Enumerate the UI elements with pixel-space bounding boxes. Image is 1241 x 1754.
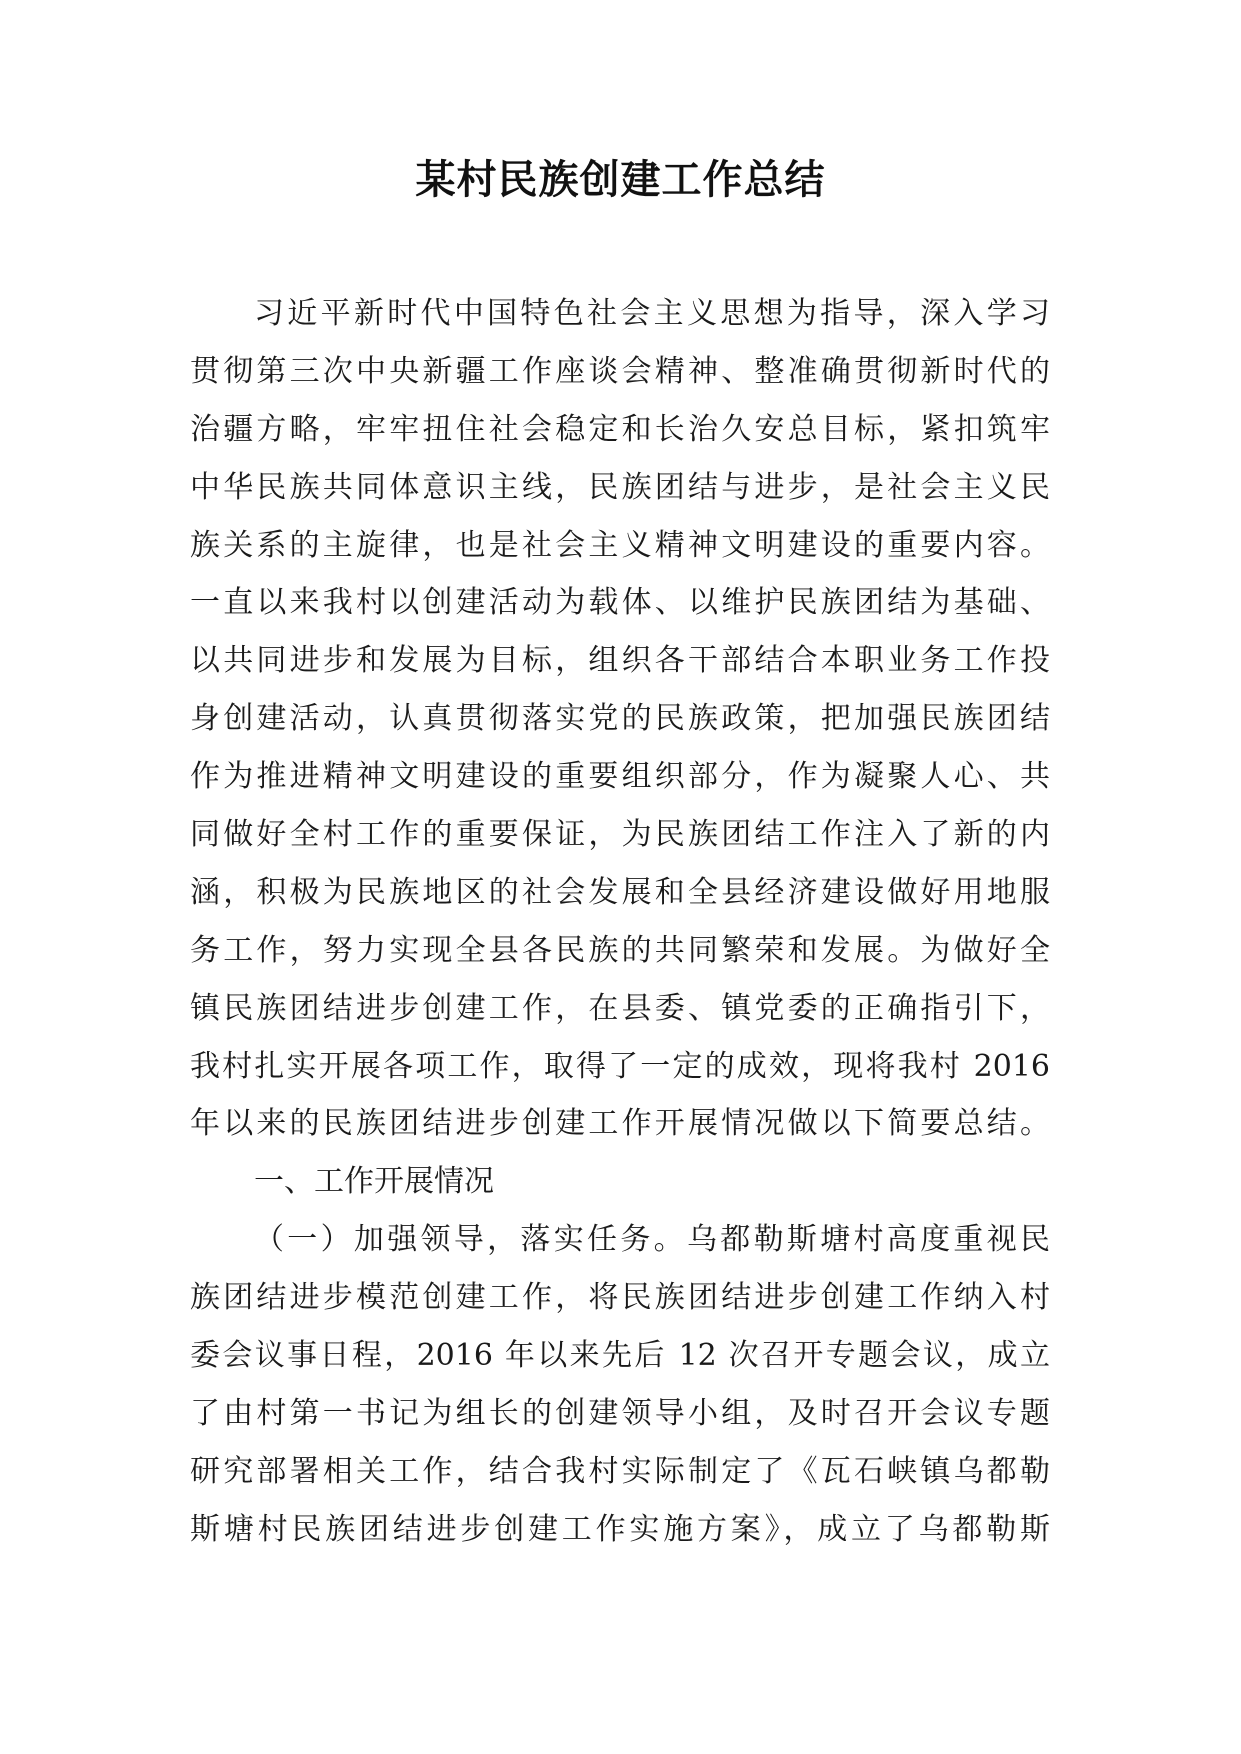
paragraph-line: 族关系的主旋律，也是社会主义精神文明建设的重要内容。 [190, 527, 1050, 563]
paragraph-line: 年以来的民族团结进步创建工作开展情况做以下简要总结。 [190, 1106, 1050, 1142]
document-body [190, 285, 1050, 1559]
paragraph-line: 中华民族共同体意识主线，民族团结与进步，是社会主义民 [190, 469, 1050, 505]
section-heading: 一、工作开展情况 [254, 1164, 494, 1200]
paragraph-line: 贯彻第三次中央新疆工作座谈会精神、整准确贯彻新时代的 [190, 353, 1050, 389]
paragraph-line: 治疆方略，牢牢扭住社会稳定和长治久安总目标，紧扣筑牢 [190, 411, 1050, 447]
paragraph-line: 作为推进精神文明建设的重要组织部分，作为凝聚人心、共 [190, 759, 1050, 795]
paragraph-line: 以共同进步和发展为目标，组织各干部结合本职业务工作投 [190, 643, 1050, 679]
paragraph-line: 镇民族团结进步创建工作，在县委、镇党委的正确指引下， [190, 990, 1050, 1026]
paragraph-line: 我村扎实开展各项工作，取得了一定的成效，现将我村 2016 [190, 1048, 1050, 1084]
paragraph-line: 涵，积极为民族地区的社会发展和全县经济建设做好用地服 [190, 874, 1050, 910]
paragraph-line: 习近平新时代中国特色社会主义思想为指导，深入学习 [254, 296, 1050, 331]
paragraph-line: 同做好全村工作的重要保证，为民族团结工作注入了新的内 [190, 817, 1050, 853]
paragraph-line: 一直以来我村以创建活动为载体、以维护民族团结为基础、 [190, 585, 1050, 621]
paragraph-line: （一）加强领导，落实任务。乌都勒斯塘村高度重视民 [254, 1222, 1050, 1258]
paragraph-line: 斯塘村民族团结进步创建工作实施方案》，成立了乌都勒斯 [190, 1511, 1050, 1547]
paragraph-line: 身创建活动，认真贯彻落实党的民族政策，把加强民族团结 [190, 701, 1050, 737]
paragraph-line: 研究部署相关工作，结合我村实际制定了《瓦石峡镇乌都勒 [190, 1453, 1050, 1489]
paragraph-line: 委会议事日程，2016 年以来先后 12 次召开专题会议，成立 [190, 1338, 1050, 1374]
document-title: 某村民族创建工作总结 [415, 157, 826, 203]
paragraph-line: 了由村第一书记为组长的创建领导小组，及时召开会议专题 [190, 1395, 1050, 1431]
paragraph-line: 务工作，努力实现全县各民族的共同繁荣和发展。为做好全 [190, 932, 1050, 968]
paragraph-line: 族团结进步模范创建工作，将民族团结进步创建工作纳入村 [190, 1280, 1050, 1316]
